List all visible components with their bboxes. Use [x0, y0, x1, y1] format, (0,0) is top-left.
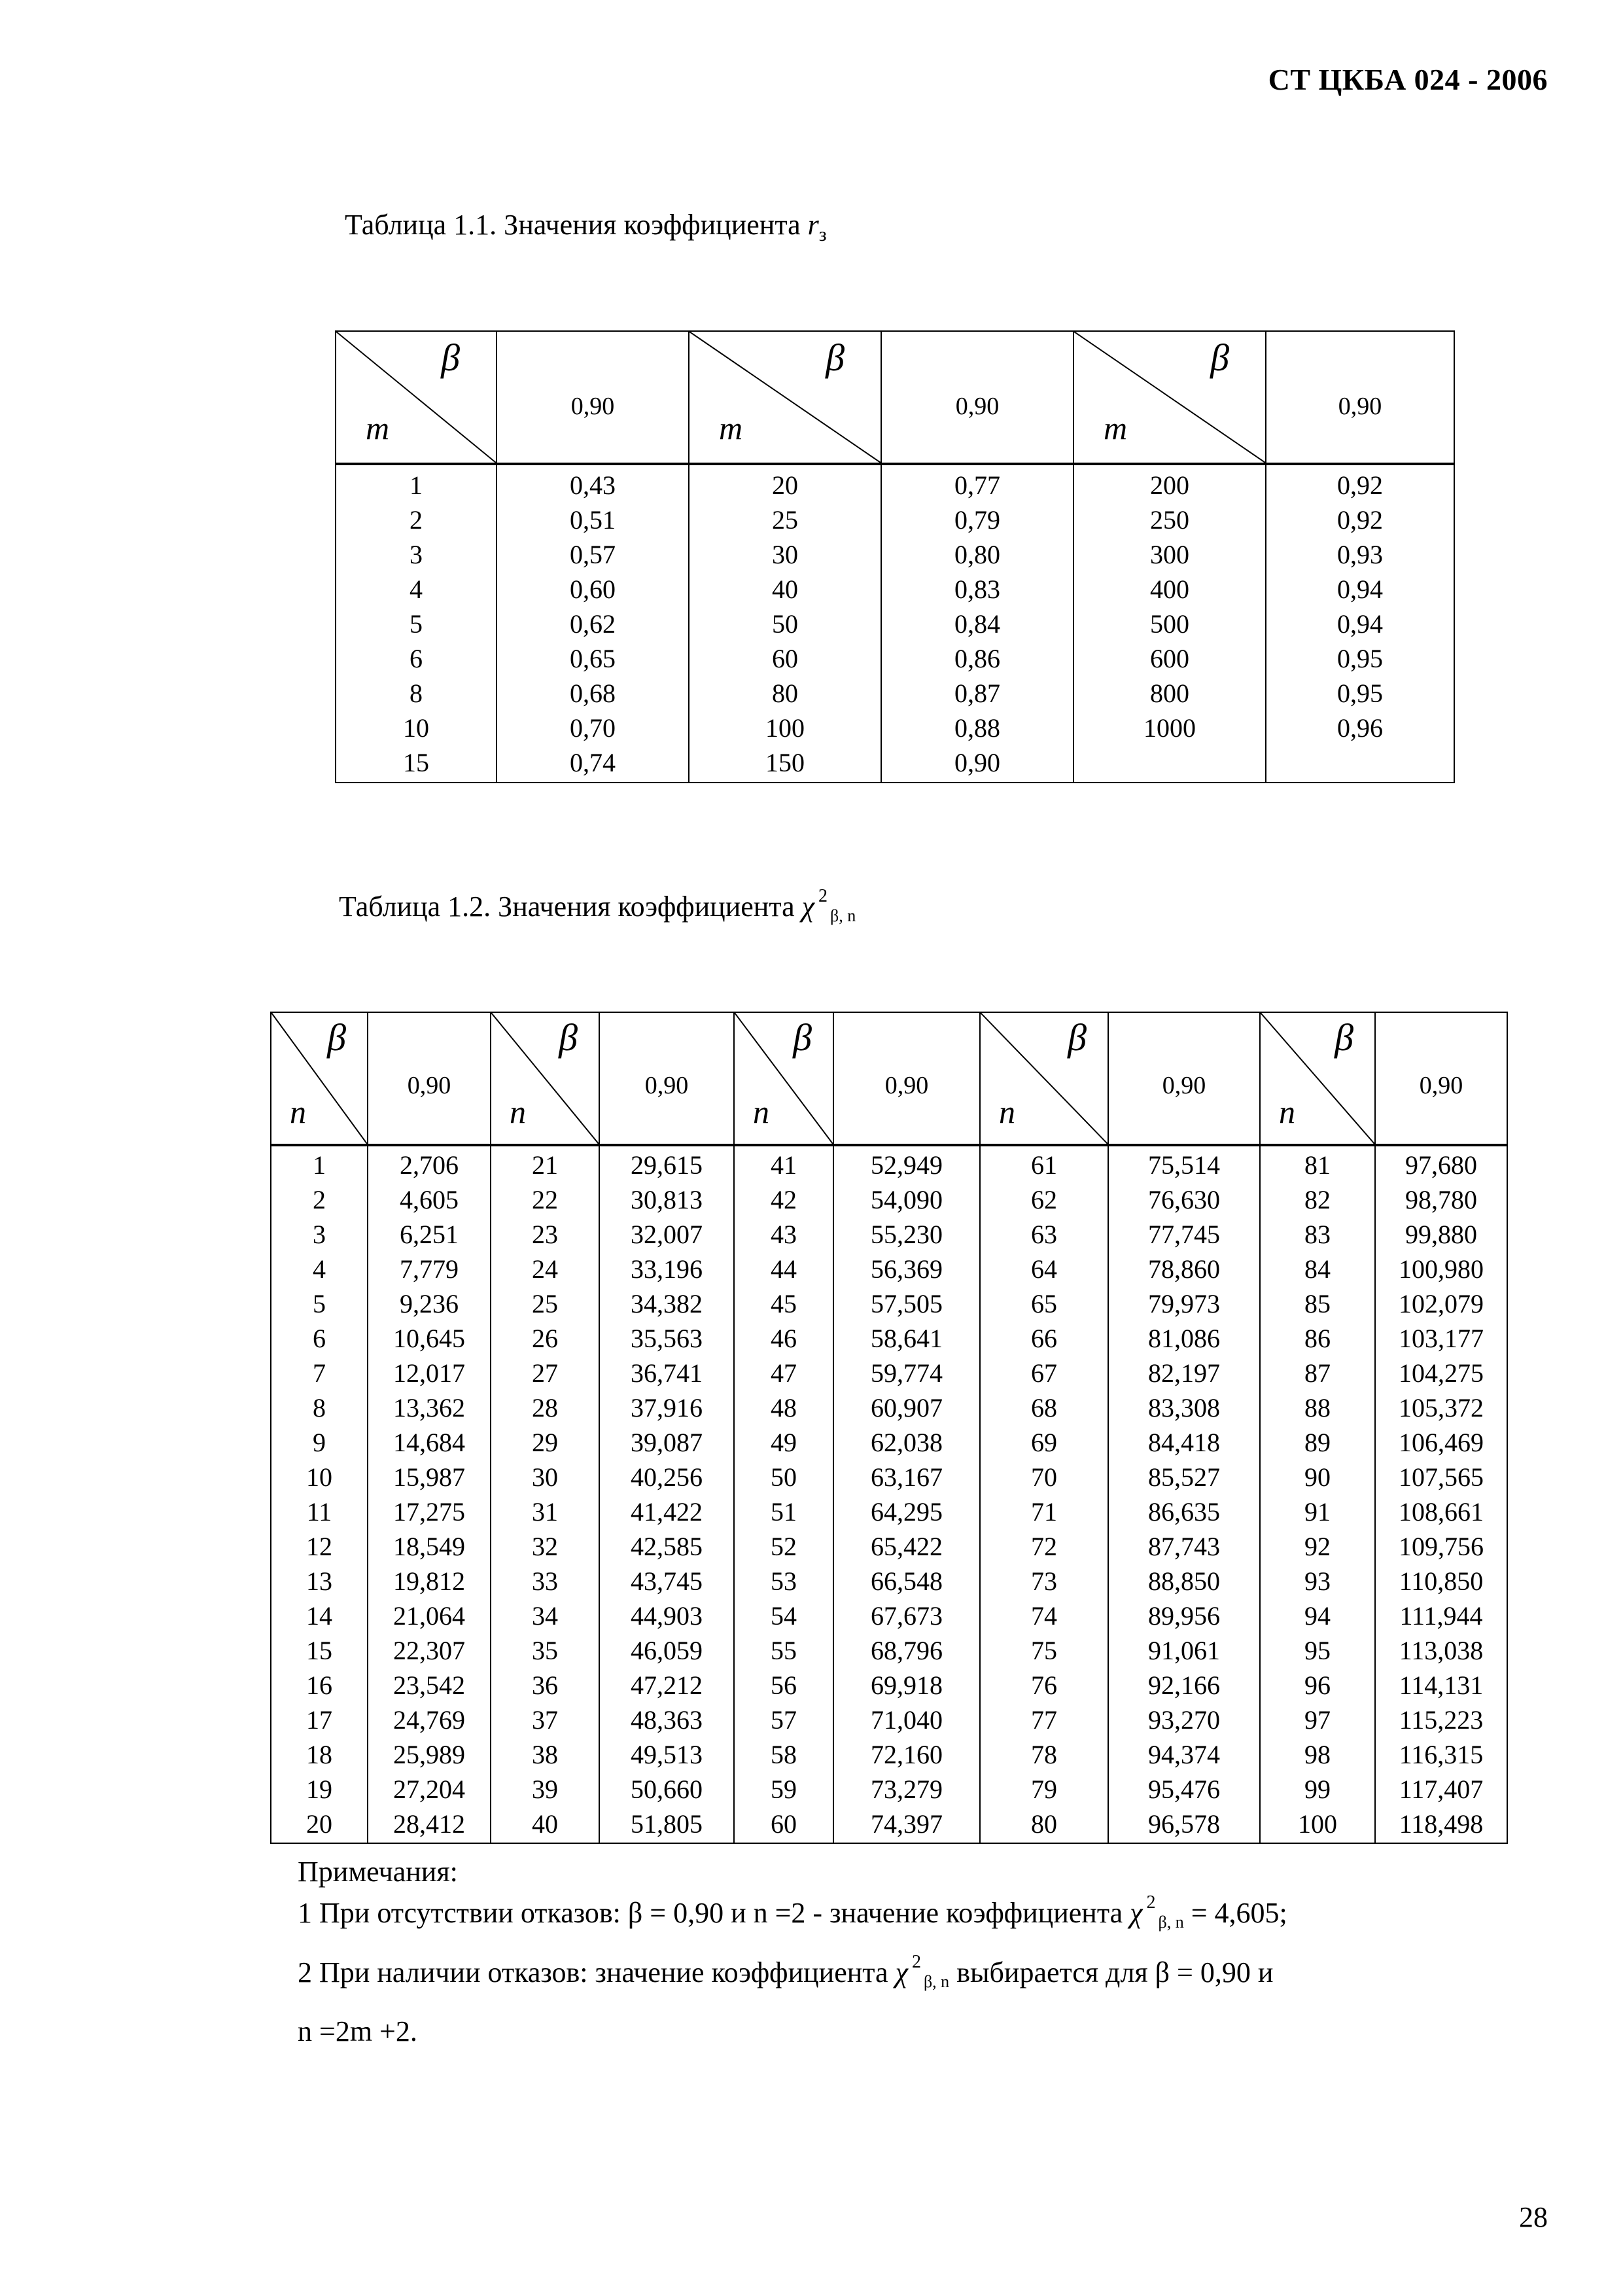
table1-m-column-3: 200 250 300 400 500 600 800 1000	[1073, 464, 1266, 783]
table2-diagonal-header	[1260, 1012, 1375, 1145]
diagonal-line-icon	[1261, 1013, 1374, 1144]
table2-body-row	[271, 1145, 1507, 1843]
beta-label: β	[327, 1016, 346, 1059]
diagonal-line-icon	[336, 332, 496, 463]
m-label: m	[366, 410, 390, 446]
table2-value-header: 0,90	[599, 1012, 734, 1145]
table2-diagonal-header	[980, 1012, 1108, 1145]
beta-label: β	[793, 1016, 812, 1059]
table1-caption	[345, 208, 827, 245]
table-r3-coefficients	[335, 330, 1455, 783]
n-label: n	[510, 1093, 526, 1130]
table2-value-column-3: 52,949 54,090 55,230 56,369 57,505 58,641 59,774 60,907 62,038 63,167 64,295 65,422 66,548 67,673 68,796 69,918 71,040 72,160 73,279 74,397	[833, 1145, 980, 1843]
n-label: n	[1279, 1093, 1295, 1130]
beta-label: β	[559, 1016, 578, 1059]
table2-value-column-5: 97,680 98,780 99,880 100,980 102,079 103,177 104,275 105,372 106,469 107,565 108,661 109,756 110,850 111,944 113,038 114,131 115,223 116,315 117,407 118,498	[1375, 1145, 1507, 1843]
m-label: m	[719, 410, 743, 446]
note-1-subscript: β, n	[1158, 1912, 1184, 1932]
table2-n-column-4: 61 62 63 64 65 66 67 68 69 70 71 72 73 74 75 76 77 78 79 80	[980, 1145, 1108, 1843]
table1-caption-symbol: r	[807, 209, 819, 241]
table1-diagonal-header	[689, 331, 881, 464]
table2-value-column-4: 75,514 76,630 77,745 78,860 79,973 81,086 82,197 83,308 84,418 85,527 86,635 87,743 88,850 89,956 91,061 92,166 93,270 94,374 95,476 96,578	[1108, 1145, 1260, 1843]
table1-m-column-1: 1 2 3 4 5 6 8 10 15	[336, 464, 497, 783]
table1-value-header: 0,90	[1266, 331, 1454, 464]
table1-value-column-3: 0,92 0,92 0,93 0,94 0,94 0,95 0,95 0,96	[1266, 464, 1454, 783]
document-code: СТ ЦКБА 024 - 2006	[1268, 63, 1548, 96]
table1-value-column-2: 0,77 0,79 0,80 0,83 0,84 0,86 0,87 0,88 0,90	[881, 464, 1073, 783]
table2-diagonal-header	[271, 1012, 368, 1145]
table2-diagonal-header	[491, 1012, 599, 1145]
table2-n-column-2: 21 22 23 24 25 26 27 28 29 30 31 32 33 34 35 36 37 38 39 40	[491, 1145, 599, 1843]
notes-title: Примечания:	[298, 1856, 458, 1888]
note-1-superscript: 2	[1146, 1892, 1156, 1913]
beta-label: β	[441, 336, 460, 379]
table1-m-column-2: 20 25 30 40 50 60 80 100 150	[689, 464, 881, 783]
note-1-tail: = 4,605;	[1183, 1896, 1287, 1929]
table2-value-header: 0,90	[1108, 1012, 1260, 1145]
m-label: m	[1104, 410, 1128, 446]
diagonal-line-icon	[735, 1013, 833, 1144]
table1-value-header: 0,90	[497, 331, 689, 464]
note-1	[298, 1892, 1287, 1932]
table2-caption-superscript: 2	[818, 886, 828, 906]
n-label: n	[290, 1093, 306, 1130]
note-2	[298, 1951, 1287, 1991]
note-2-text: 2 При наличии отказов: значение коэффициента	[298, 1956, 896, 1988]
diagonal-line-icon	[689, 332, 881, 463]
note-2-subscript: β, n	[923, 1971, 950, 1991]
table1-diagonal-header	[336, 331, 497, 464]
table2-value-header: 0,90	[833, 1012, 980, 1145]
table1-header-row	[336, 331, 1454, 464]
beta-label: β	[1210, 336, 1229, 379]
notes-section	[298, 1855, 1287, 2049]
table2-value-column-1: 2,706 4,605 6,251 7,779 9,236 10,645 12,017 13,362 14,684 15,987 17,275 18,549 19,812 21,064 22,307 23,542 24,769 25,989 27,204 28,412	[368, 1145, 491, 1843]
table2-caption	[339, 886, 856, 925]
table1-caption-text: Таблица 1.1. Значения коэффициента	[345, 209, 808, 241]
table1-value-column-1: 0,43 0,51 0,57 0,60 0,62 0,65 0,68 0,70 0,74	[497, 464, 689, 783]
diagonal-line-icon	[1074, 332, 1265, 463]
table2-diagonal-header	[734, 1012, 833, 1145]
table1-diagonal-header	[1073, 331, 1266, 464]
table1-body-row	[336, 464, 1454, 783]
table1-caption-subscript: з	[818, 224, 827, 245]
table2-value-column-2: 29,615 30,813 32,007 33,196 34,382 35,563 36,741 37,916 39,087 40,256 41,422 42,585 43,745 44,903 46,059 47,212 48,363 49,513 50,660 51,805	[599, 1145, 734, 1843]
table2-caption-text: Таблица 1.2. Значения коэффициента	[339, 891, 802, 923]
diagonal-line-icon	[491, 1013, 599, 1144]
beta-label: β	[1335, 1016, 1353, 1059]
beta-label: β	[826, 336, 845, 379]
table2-n-column-3: 41 42 43 44 45 46 47 48 49 50 51 52 53 54 55 56 57 58 59 60	[734, 1145, 833, 1843]
table-chi-square-coefficients	[270, 1012, 1508, 1844]
table2-caption-subscript: β, n	[829, 906, 856, 925]
table2-header-row	[271, 1012, 1507, 1145]
table2-value-header: 0,90	[368, 1012, 491, 1145]
page-number: 28	[1519, 2201, 1548, 2233]
note-1-symbol: χ	[1130, 1896, 1143, 1929]
table2-n-column-5: 81 82 83 84 85 86 87 88 89 90 91 92 93 94 95 96 97 98 99 100	[1260, 1145, 1375, 1843]
table2-n-column-1: 1 2 3 4 5 6 7 8 9 10 11 12 13 14 15 16 17 18 19 20	[271, 1145, 368, 1843]
diagonal-line-icon	[271, 1013, 367, 1144]
note-2-tail: выбирается для β = 0,90 и	[949, 1956, 1274, 1988]
beta-label: β	[1068, 1016, 1087, 1059]
note-1-text: 1 При отсутствии отказов: β = 0,90 и n =2 - значение коэффициента	[298, 1896, 1130, 1929]
n-label: n	[999, 1093, 1015, 1130]
table2-caption-symbol: χ	[801, 891, 814, 923]
note-2-superscript: 2	[911, 1951, 921, 1972]
note-2-symbol: χ	[895, 1956, 908, 1988]
n-label: n	[753, 1093, 769, 1130]
table2-value-header: 0,90	[1375, 1012, 1507, 1145]
table1-value-header: 0,90	[881, 331, 1073, 464]
note-2-continuation: n =2m +2.	[298, 2015, 417, 2048]
